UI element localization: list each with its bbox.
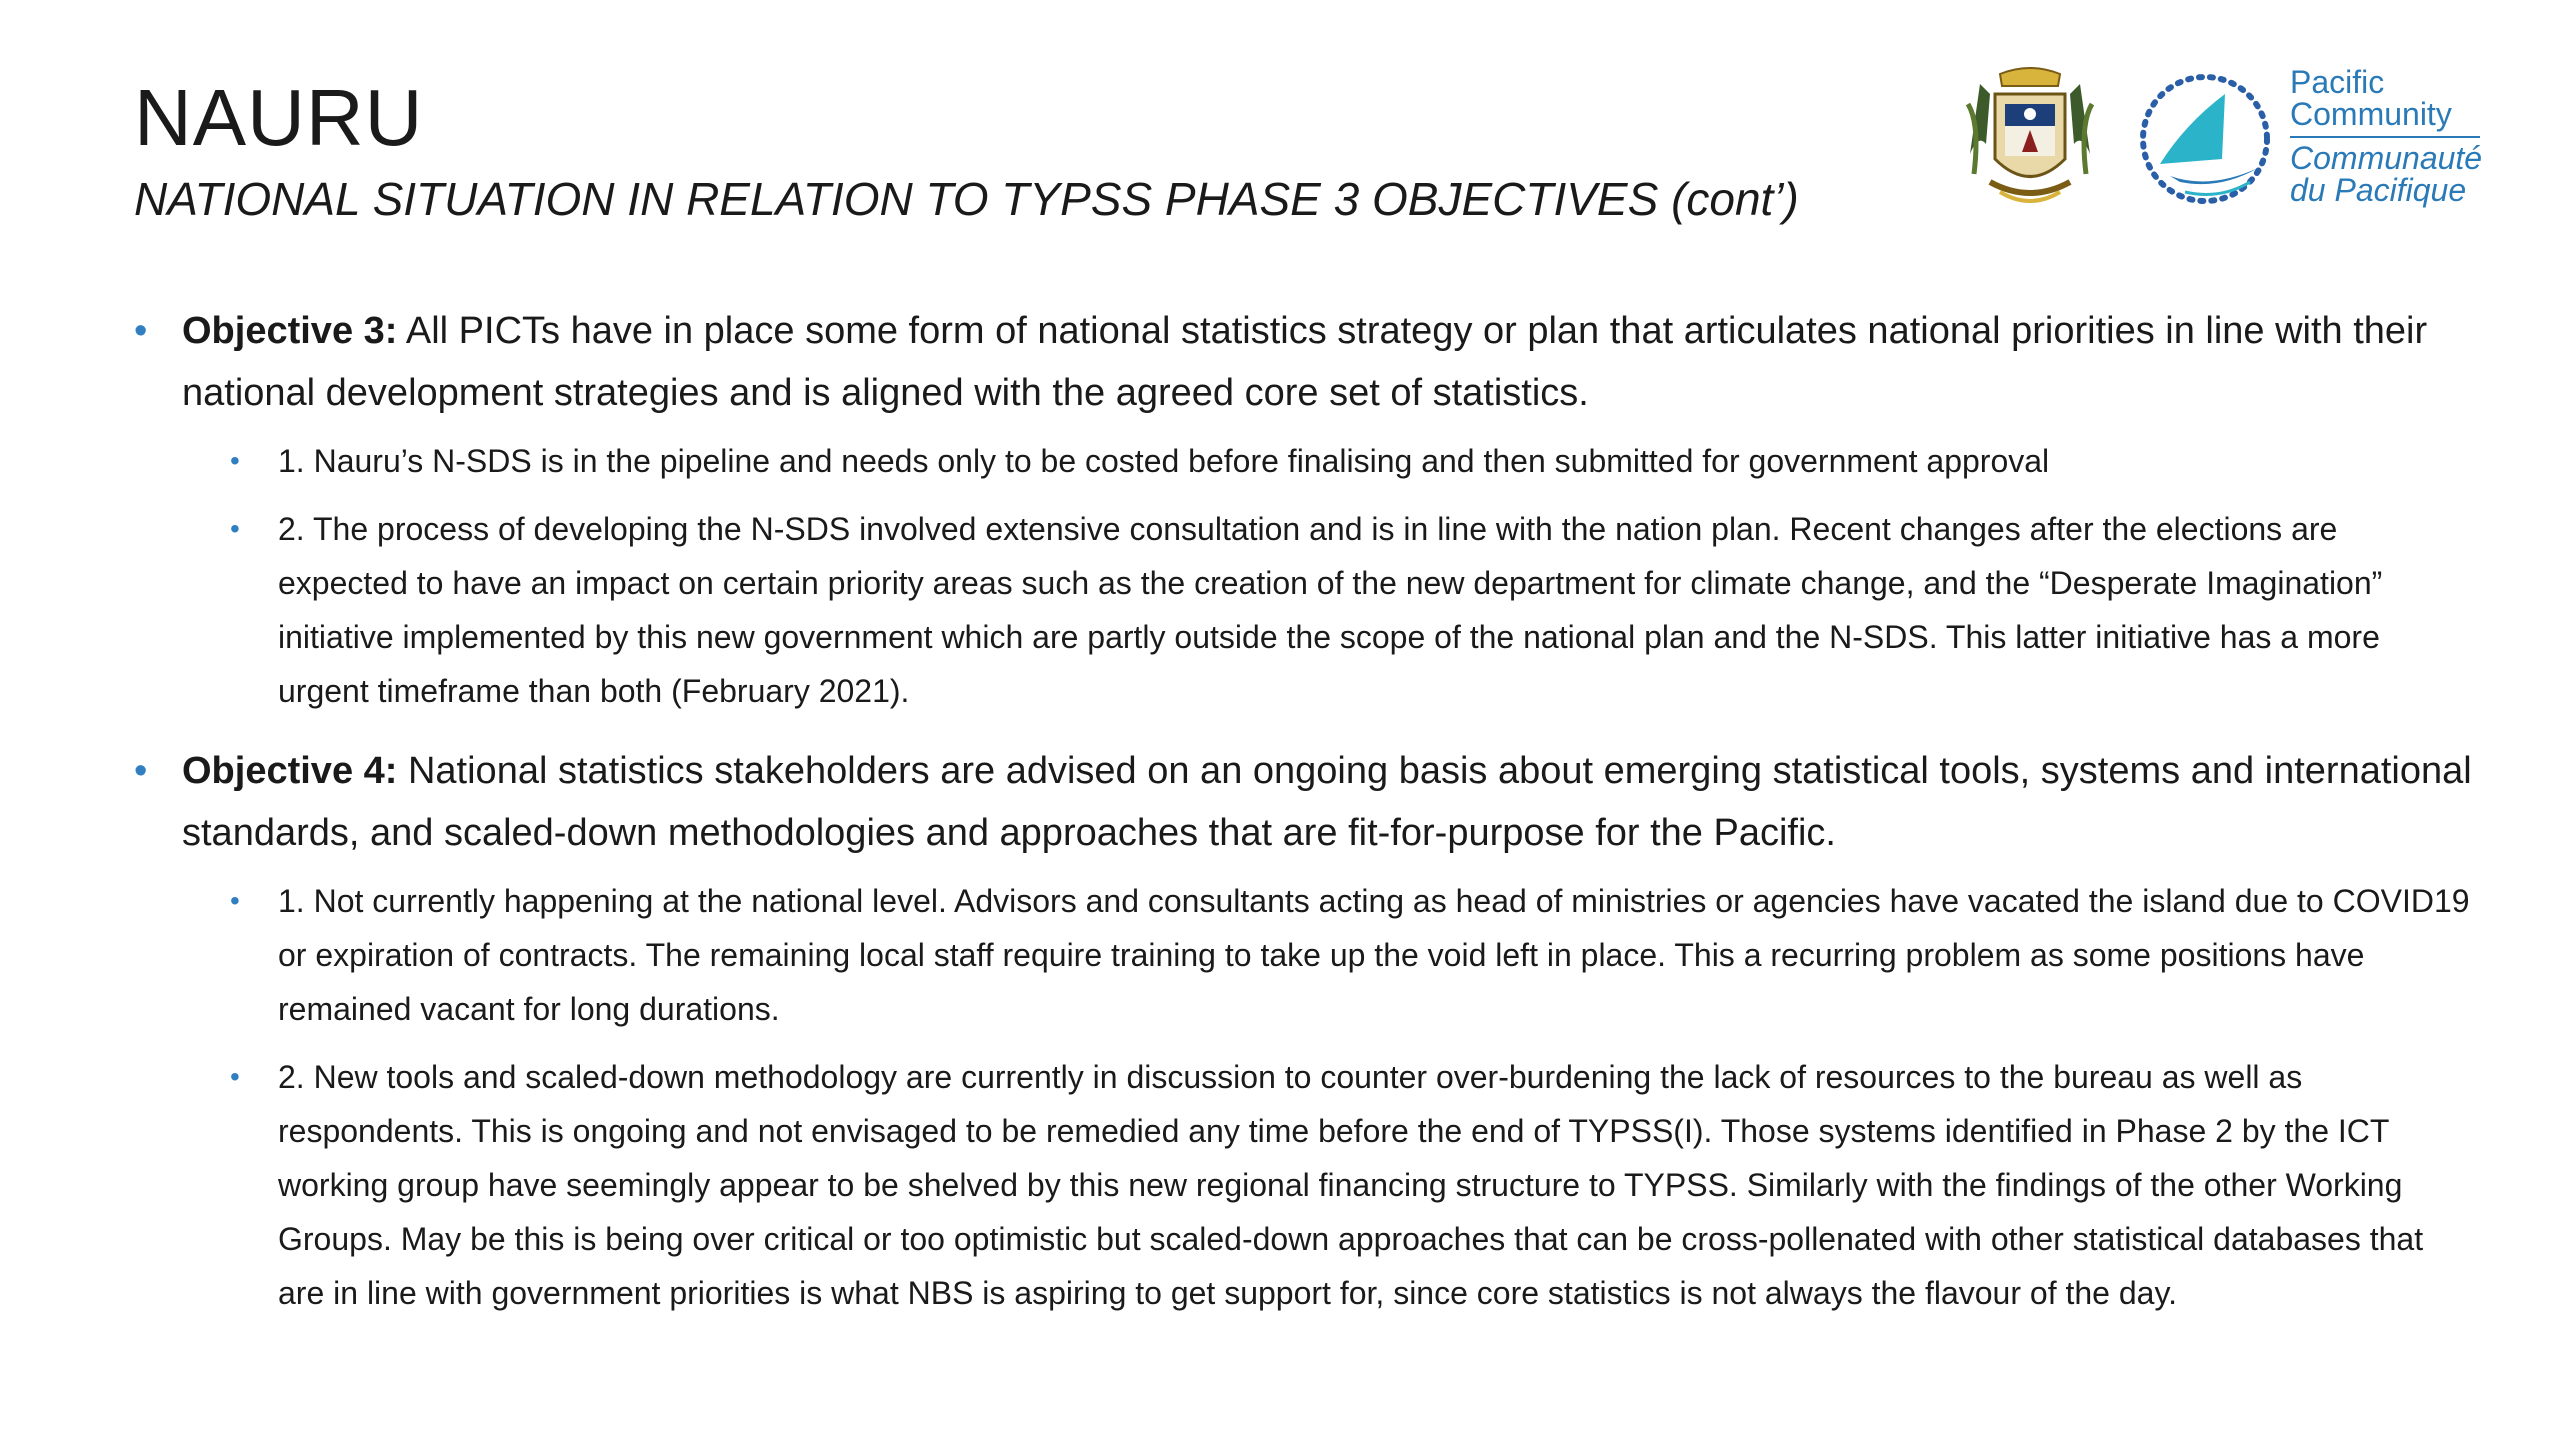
bullet-icon: •	[230, 445, 240, 476]
bullet-icon: •	[230, 885, 240, 916]
pacific-community-logo-icon	[2130, 64, 2280, 214]
list-item-text: 1. Nauru’s N-SDS is in the pipeline and needs only to be costed before finalising and then submitted for government approval	[278, 443, 2050, 479]
bullet-icon: •	[134, 750, 148, 792]
spc-name-fr-line2: du Pacifique	[2290, 172, 2467, 208]
objective-3	[134, 300, 2474, 718]
list-item-text: 2. New tools and scaled-down methodology are currently in discussion to counter over-burdening the lack of resources to the bureau as well as respondents. This is ongoing and not envisaged to be remedied any time before the end of TYPSS(I). Those systems identified in Phase 2 by the ICT working group have seemingly appear to be shelved by this new regional financing structure to TYPSS. Similarly with the findings of the other Working Groups. May be this is being over critical or too optimistic but scaled-down approaches that can be cross-pollenated with other statistical databases that are in line with government priorities is what NBS is aspiring to get support for, since core statistics is not always the flavour of the day.	[278, 1059, 2424, 1311]
logos	[1960, 60, 2500, 220]
bullet-icon: •	[134, 310, 148, 352]
objective-4-items	[230, 874, 2474, 1320]
list-item	[230, 502, 2474, 718]
spc-divider	[2290, 136, 2480, 138]
list-item-text: 2. The process of developing the N-SDS involved extensive consultation and is in line with the nation plan. Recent changes after the elections are expected to have an impact on certain priority areas such as the creation of the new department for climate change, and the “Desperate Imagination” initiative implemented by this new government which are partly outside the scope of the national plan and the N-SDS. This latter initiative has a more urgent timeframe than both (February 2021).	[278, 511, 2383, 709]
spc-name-fr-line1: Communauté	[2290, 140, 2483, 176]
page-subtitle: NATIONAL SITUATION IN RELATION TO TYPSS PHASE 3 OBJECTIVES (cont’)	[134, 173, 1799, 225]
objective-3-items	[230, 434, 2474, 718]
nauru-coat-of-arms-icon	[1960, 64, 2100, 214]
spc-wordmark	[2290, 66, 2482, 206]
objective-label: Objective 3:	[182, 310, 398, 352]
list-item	[230, 1050, 2474, 1320]
objective-text: National statistics stakeholders are advised on an ongoing basis about emerging statistical tools, systems and international standards, and scaled-down methodologies and approaches that are fit-for-purpose for the Pacific.	[182, 750, 2472, 854]
list-item-text: 1. Not currently happening at the national level. Advisors and consultants acting as head of ministries or agencies have vacated the island due to COVID19 or expiration of contracts. The remaining local staff require training to take up the void left in place. This a recurring problem as some positions have remained vacant for long durations.	[278, 883, 2470, 1027]
objective-label: Objective 4:	[182, 750, 398, 792]
objective-text: All PICTs have in place some form of national statistics strategy or plan that articulates national priorities in line with their national development strategies and is aligned with the agreed core set of statistics.	[182, 310, 2428, 414]
slide-body	[134, 300, 2474, 1342]
page-title: NAURU	[134, 73, 424, 162]
bullet-icon: •	[230, 1061, 240, 1092]
list-item	[230, 874, 2474, 1036]
spc-name-en-line1: Pacific	[2290, 64, 2385, 100]
bullet-icon: •	[230, 513, 240, 544]
list-item	[230, 434, 2474, 488]
objective-4	[134, 740, 2474, 1320]
spc-name-en-line2: Community	[2290, 96, 2452, 132]
objectives-list	[134, 300, 2474, 1320]
